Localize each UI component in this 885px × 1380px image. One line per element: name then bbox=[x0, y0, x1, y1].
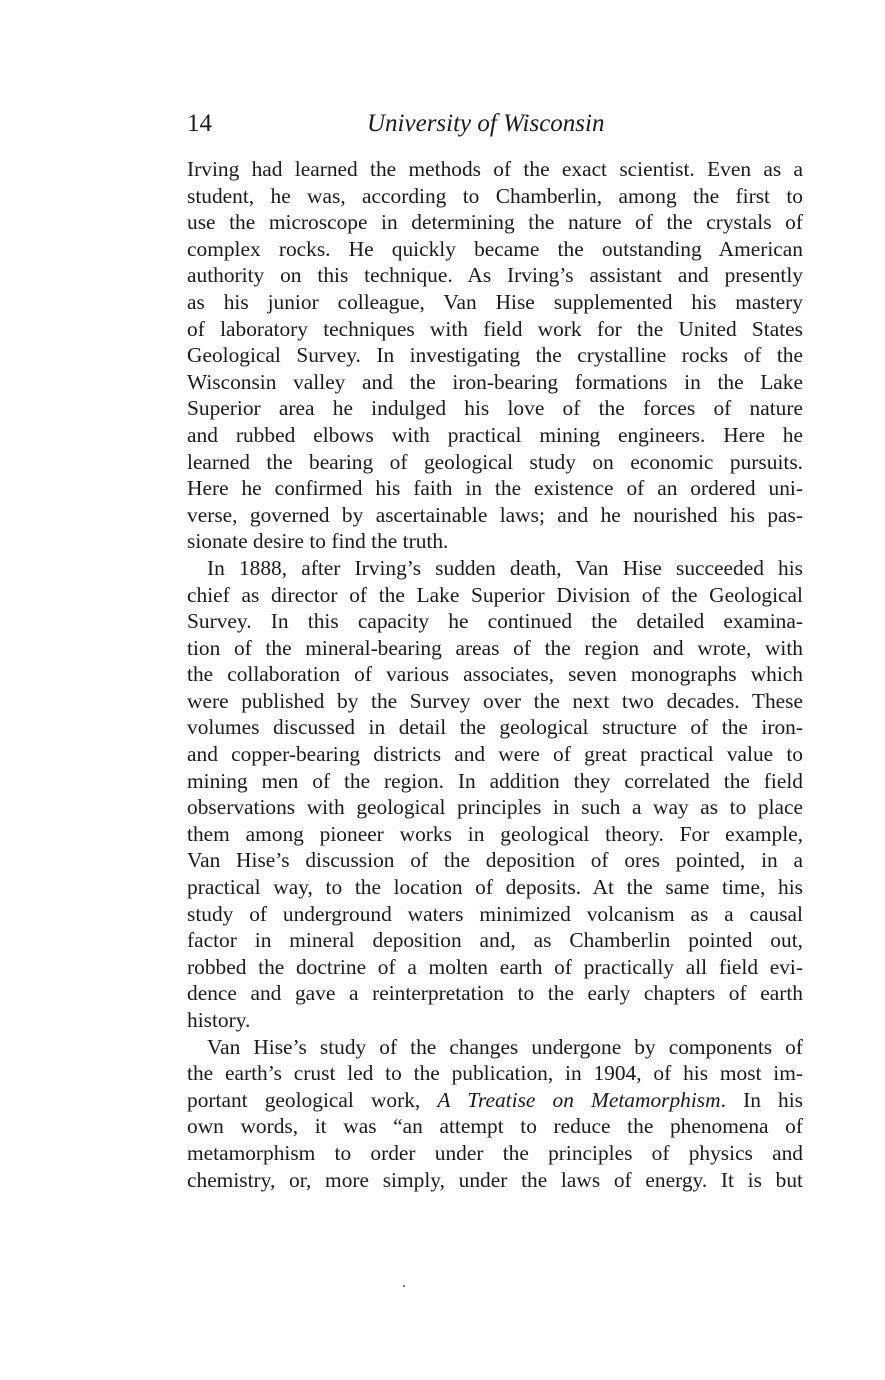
text-line: Geological Survey. In investigating the crystalline rocks of the bbox=[187, 343, 803, 368]
paragraph bbox=[187, 156, 803, 555]
text-line: learned the bearing of geological study on economic pursuits. bbox=[187, 449, 803, 474]
book-title: A Treatise on Metamorphism bbox=[437, 1087, 721, 1112]
text-line: the earth’s crust led to the publication, in 1904, of his most im- bbox=[187, 1061, 803, 1086]
text-line: study of underground waters minimized volcanism as a causal bbox=[187, 901, 803, 926]
text-line: and copper-bearing districts and were of great practical value to bbox=[187, 742, 803, 767]
text-line: complex rocks. He quickly became the outstanding American bbox=[187, 236, 803, 261]
text-line: verse, governed by ascertainable laws; and he nourished his pas- bbox=[187, 502, 803, 527]
text-line: as his junior colleague, Van Hise supplemented his mastery bbox=[187, 289, 803, 314]
text-line: chief as director of the Lake Superior Division of the Geological bbox=[187, 582, 803, 607]
text-line: sionate desire to find the truth. bbox=[187, 529, 449, 554]
paragraph bbox=[187, 1034, 803, 1194]
text-line: mining men of the region. In addition they correlated the field bbox=[187, 768, 803, 793]
text-line: volumes discussed in detail the geological structure of the iron- bbox=[187, 715, 803, 740]
text-line: observations with geological principles in such a way as to place bbox=[187, 795, 803, 820]
text-line: them among pioneer works in geological theory. For example, bbox=[187, 821, 803, 846]
text-line: were published by the Survey over the next two decades. These bbox=[187, 688, 803, 713]
paragraph bbox=[187, 555, 803, 1034]
text-line: robbed the doctrine of a molten earth of practically all field evi- bbox=[187, 954, 803, 979]
body-text bbox=[187, 156, 803, 1193]
print-speck bbox=[403, 1285, 405, 1287]
text-line: authority on this technique. As Irving’s assistant and presently bbox=[187, 263, 803, 288]
text-line: metamorphism to order under the principles of physics and bbox=[187, 1140, 803, 1165]
text-line: Van Hise’s discussion of the deposition of ores pointed, in a bbox=[187, 848, 803, 873]
text-line: chemistry, or, more simply, under the laws of energy. It is but bbox=[187, 1167, 803, 1192]
text-line: In 1888, after Irving’s sudden death, Van Hise succeeded his bbox=[207, 555, 803, 580]
text-line: Superior area he indulged his love of the forces of nature bbox=[187, 396, 803, 421]
text-line: Survey. In this capacity he continued the detailed examina- bbox=[187, 609, 803, 634]
running-head: University of Wisconsin bbox=[367, 110, 605, 137]
text-line: practical way, to the location of deposits. At the same time, his bbox=[187, 875, 803, 900]
text-line: own words, it was “an attempt to reduce the phenomena of bbox=[187, 1114, 803, 1139]
page-number: 14 bbox=[187, 110, 212, 137]
text-line: Wisconsin valley and the iron-bearing formations in the Lake bbox=[187, 369, 803, 394]
text-line: Irving had learned the methods of the exact scientist. Even as a bbox=[187, 157, 803, 181]
text-line: student, he was, according to Chamberlin, among the first to bbox=[187, 183, 803, 208]
text-line: Here he confirmed his faith in the existence of an ordered uni- bbox=[187, 476, 803, 501]
text-line: portant geological work, A Treatise on Metamorphism. In his bbox=[187, 1087, 803, 1112]
text-line: use the microscope in determining the nature of the crystals of bbox=[187, 210, 803, 235]
text-line: and rubbed elbows with practical mining engineers. Here he bbox=[187, 422, 803, 447]
text-line: the collaboration of various associates, seven monographs which bbox=[187, 662, 803, 687]
text-line: dence and gave a reinterpretation to the early chapters of earth bbox=[187, 981, 803, 1006]
text-line: history. bbox=[187, 1008, 251, 1032]
text-line: of laboratory techniques with field work for the United States bbox=[187, 316, 803, 341]
text-line: Van Hise’s study of the changes undergone by components of bbox=[207, 1034, 803, 1059]
text-line: tion of the mineral-bearing areas of the region and wrote, with bbox=[187, 635, 803, 660]
page-header bbox=[187, 110, 803, 146]
text-line: factor in mineral deposition and, as Chamberlin pointed out, bbox=[187, 928, 803, 953]
